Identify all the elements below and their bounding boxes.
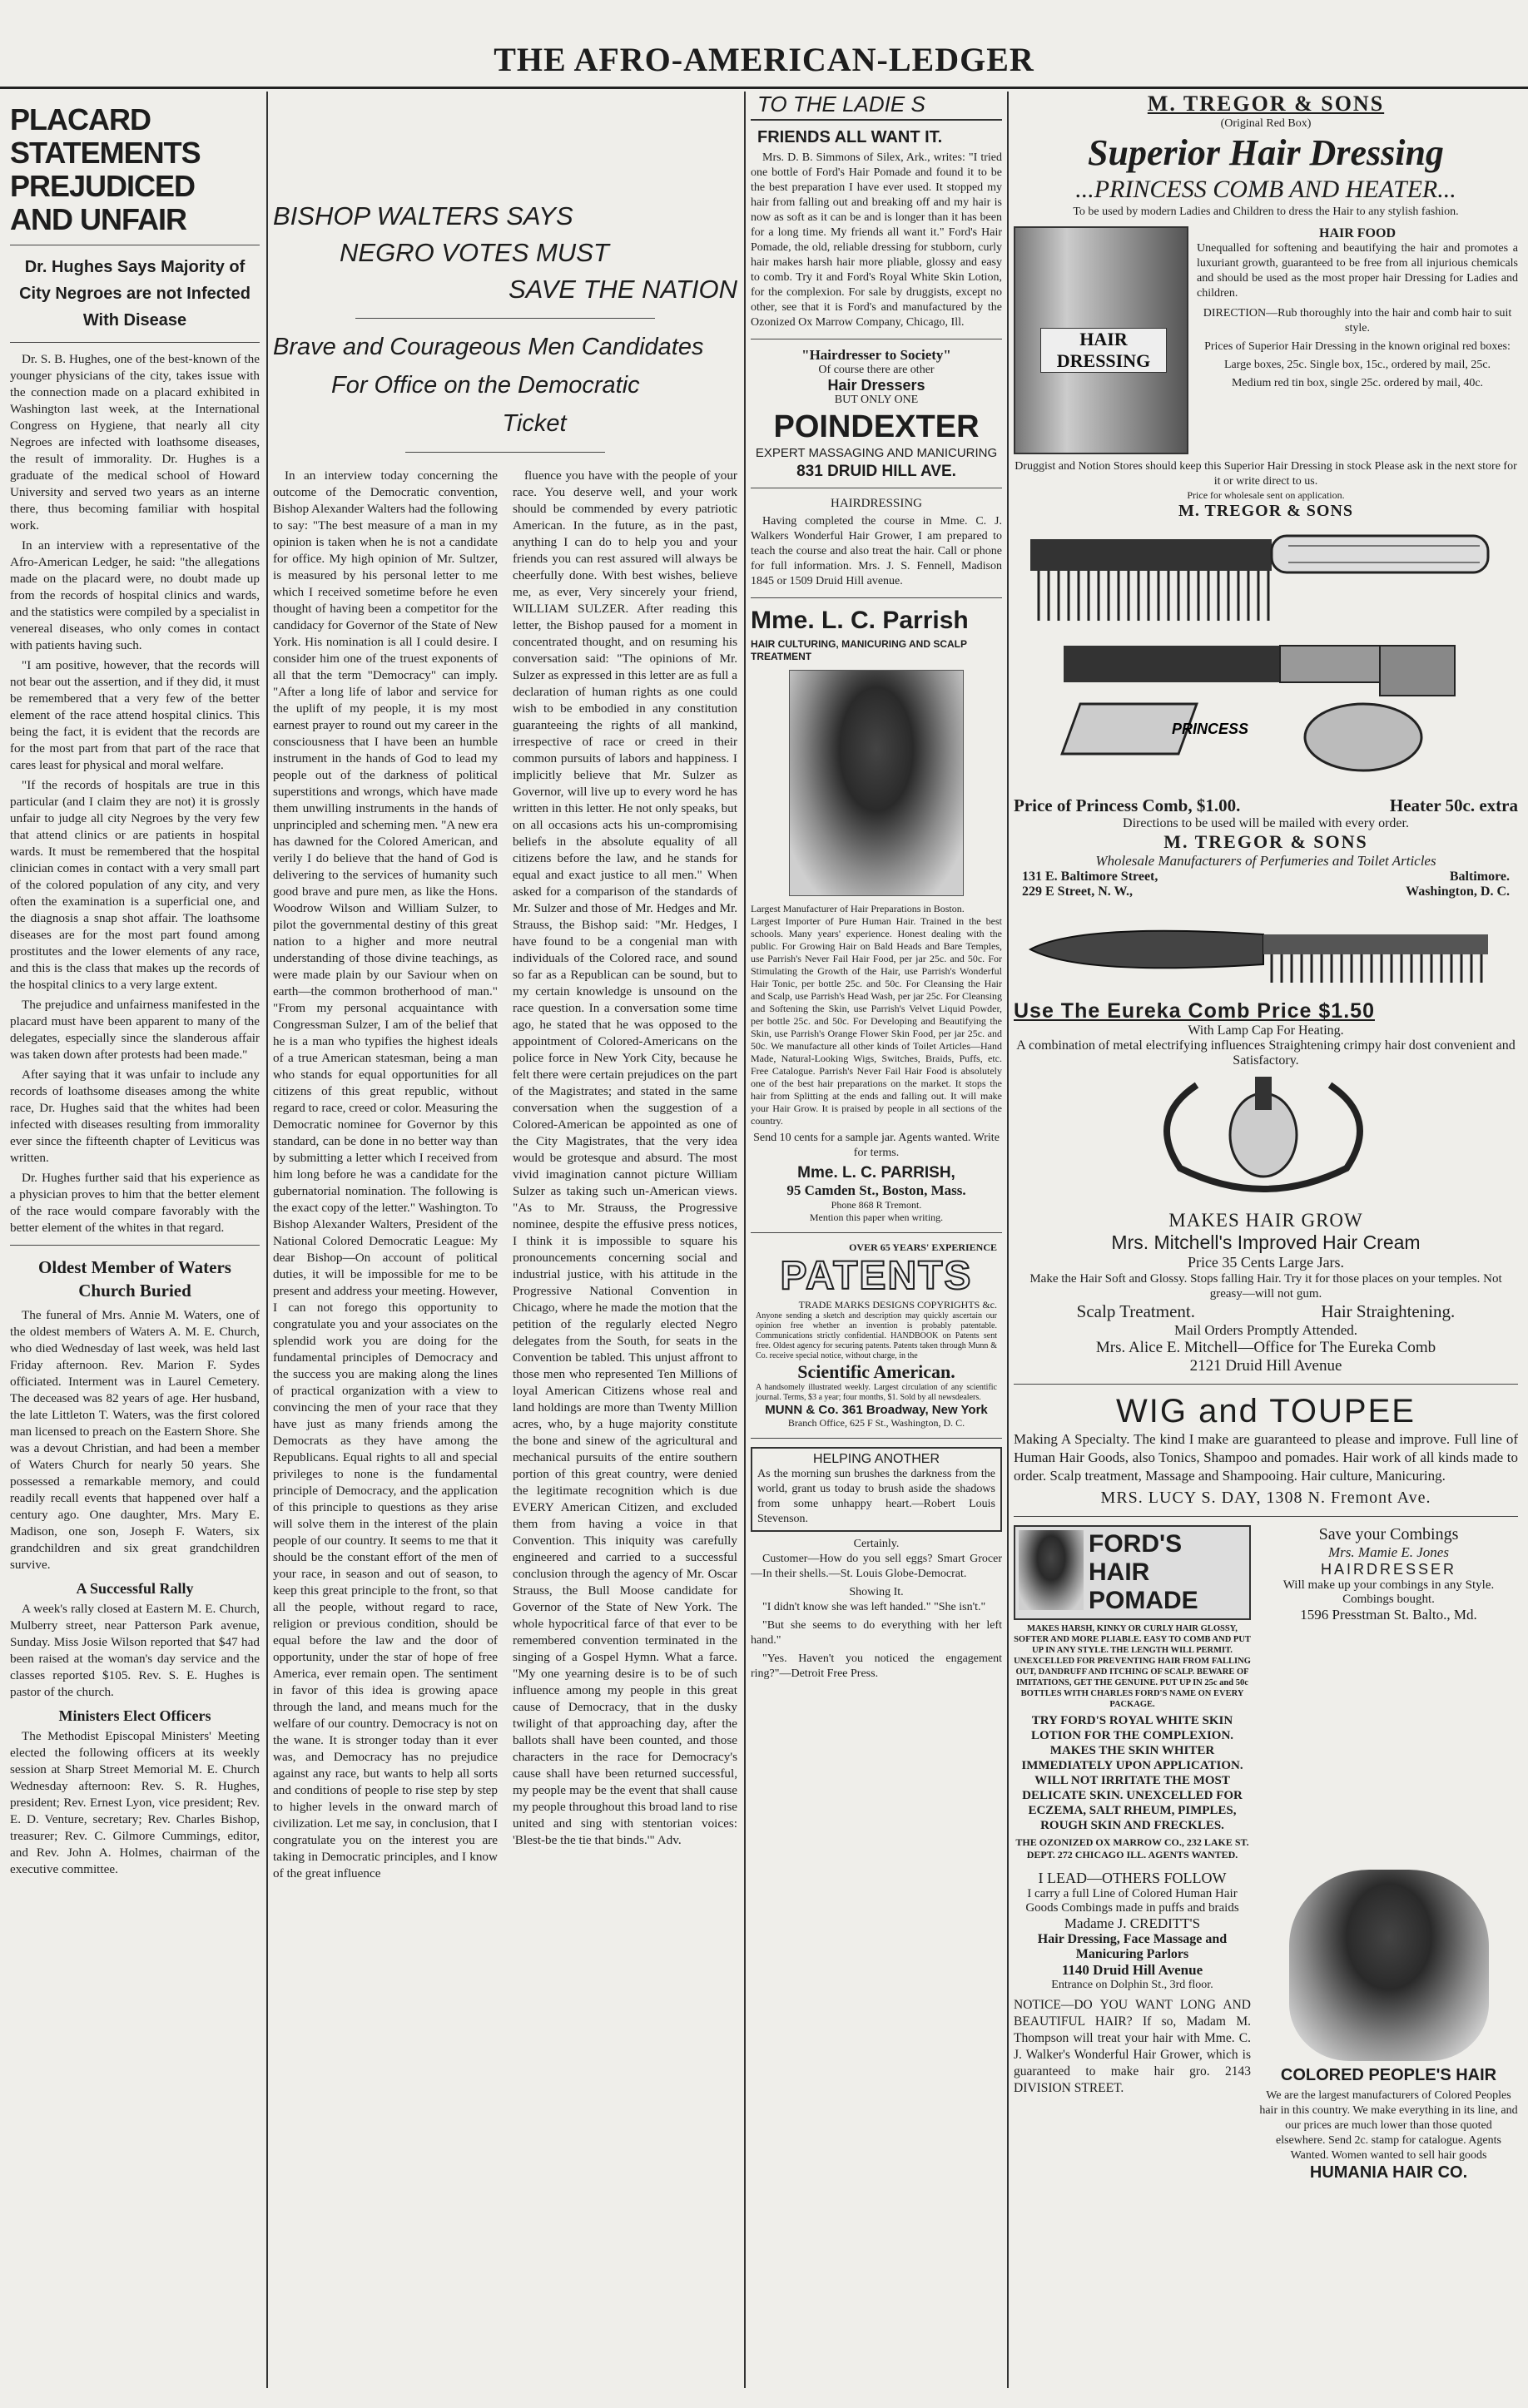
parrish-name: Mme. L. C. Parrish (751, 607, 969, 634)
makes-hair-grow: MAKES HAIR GROW (1168, 1210, 1363, 1231)
creditt-ad (1014, 1870, 1251, 2183)
wig-text: Making A Specialty. The kind I make are guaranteed to please and improve. Full line of Human Hair Goods, also Tonics, Shampoo and pomades. Hair work of all kinds made to order. Scalp treatment, Massage and Shampooing. Hair culture, Manicuring. (1014, 1431, 1518, 1484)
placard-paragraph: Dr. Hughes further said that his experience as a physician proves to him that the better element of the race would compare favorably with the better element of the whites in that regard. (10, 1171, 260, 1235)
creditt-entrance: Entrance on Dolphin St., 3rd floor. (1051, 1979, 1213, 1991)
fords-skin-lotion: TRY FORD'S ROYAL WHITE SKIN LOTION FOR THE COMPLEXION. MAKES THE SKIN WHITER IMMEDIATELY UPON APPLICATION. WILL NOT IRRITATE THE MOST DELICATE SKIN. UNEXCELLED FOR ECZEMA, SALT RHEUM, PIMPLES, ROUGH SKIN AND FRECKLES. (1021, 1714, 1243, 1832)
column-rule (744, 92, 746, 2388)
mitchell-price: Price 35 Cents Large Jars. (1187, 1254, 1345, 1271)
princess-subtitle: To be used by modern Ladies and Children to dress the Hair to any stylish fashion. (1073, 206, 1459, 218)
column-rule (266, 92, 268, 2388)
city-line: Washington, D. C. (1406, 884, 1510, 899)
helping-another-box (751, 1447, 1002, 1532)
rally-headline: A Successful Rally (76, 1580, 194, 1597)
parrish-phone: Phone 868 R Tremont. (831, 1199, 922, 1211)
wig-title: WIG and TOUPEE (1116, 1393, 1416, 1429)
masthead-rule (0, 87, 1528, 89)
parrish-text: Largest Importer of Pure Human Hair. Trained in the best schools. Many years' experience. Honest dealing with the public. For Growing Hair on Bald Heads and Bare Temples, use Parrish's Never Fail Hair Food, per jar 25c. and 50c. For Stimulating the Growth of the Hair, use Parrish's Wonderful Hair Tonic, per bottle 25c. and 50c. For Cleansing the Hair and Scalp, use Parrish's Head Wash, per jar 25c. For Cleansing and Softening the Skin, use Parrish's Velvet Liquid Powder, per bottle 25c. and 50c. For Developing and Beautifying the Skin, use Parrish's Orange Flower Skin Food, per jar 25c. and 50c. We manufacture all other kinds of Toilet Articles—Hand Made, Natural-Looking Wigs, Switches, Braids, Puffs, etc. Free Catalogue. Parrish's Never Fail Hair Food is absolutely one of the best hair preparations on the market. It stops the hair from Splitting at the ends and falling out. It will make your Hair Grow. It is praised by people in all sections of the country. (751, 915, 1002, 1127)
patents-text: Anyone sending a sketch and description may quickly ascertain our opinion free whether an invention is probably patentable. Communications strictly confidential. HANDBOOK on Patents sent free. Oldest agency for securing patents. Patents taken through Munn & Co. receive special notice, without charge, in the (756, 1311, 997, 1360)
mitchell-text: Make the Hair Soft and Glossy. Stops falling Hair. Try it for those places on your temples. Not greasy—will not gum. (1029, 1272, 1502, 1301)
joke-line: "But she seems to do everything with her left hand." (751, 1619, 1002, 1647)
parrish-caption: Largest Manufacturer of Hair Preparations in Boston. (751, 903, 965, 914)
main-story-body (273, 468, 737, 1885)
creditt-name: Madame J. CREDITT'S (1064, 1915, 1201, 1931)
divider (405, 452, 605, 453)
mail-orders: Mail Orders Promptly Attended. (1173, 1322, 1358, 1338)
heater-icon (1062, 646, 1455, 770)
poindexter-name: POINDEXTER (773, 409, 980, 444)
ministers-text: The Methodist Episcopal Ministers' Meeting elected the following officers at its weekly session at Sharp Street Memorial M. E. Church Wednesday afternoon: Rev. S. R. Hughes, president; Rev. Ernest Lyon, vice president; Rev. E. D. Venture, secretary; Rev. Charles Bishop, treasurer; Rev. C. Gilmore Cummings, editor, and Rev. John A. Holmes, chairman of the executive committee. (10, 1729, 260, 1876)
placard-paragraph: Dr. S. B. Hughes, one of the best-known of the younger physicians of the city, takes issue with the connection made on a placard exhibited in Washington last week, at the International Congress on Hygiene, that nearly all city Negroes are infected with loathsome diseases, the result of immorality. Dr. Hughes is a graduate of the medical school of Howard University and served two years as an interne there, thus becoming familiar with hospital work. (10, 352, 260, 533)
story-text: In an interview today concerning the outcome of the Democratic convention, Bishop Alexander Walters had the following to say: "The best measure of a man in my opinion is taken when he is not a candidate for office. My high opinion of Mr. Sultzer, is measured by his personal letter to me which I received sometime before he even thought of having been a competitor for the candidacy for Governor of the State of New York. His nomination is all I could desire. I consider him one of the truest exponents of all that the term "Democracy" can imply. "After a long life of labor and service for the uplift of my people, it is my most earnest prayer to round out my career in the consciousness that I have been an humble instrument in the hands of God to lead my people out of the darkness of political superstitions and wrongs, which have made them unwilling instruments in the hands of unprincipled and scheming men. "A new era has dawned for the Colored American, and verily I do believe that the hand of God is delivering to the services of humanity such good brave and pure men, as like the Hons. Woodrow Wilson and William Sulzer, to pilot the governmental destiny of this great nation to a higher and more neutral understanding of those divine teachings, as were made plain by our Saviour when on earth—the common brotherhood of man." "From my personal acquaintance with Congressman Sulzer, I am of the belief that he is a man who typifies the highest ideals of a true American statesman, being a man who stands for equal opportunities for all citizens of this great republic, without regard to race, creed or color. Measuring the Democratic nominee for Governor by this standard, can be done in no better way than by submitting a letter which I received from him long before he was a candidate for the gubernatorial nomination. The following is the exact copy of the letter." Washington. To Bishop Alexander Walters, President of the National Colored Democratic League: My dear Bishop—On account of political duties, it will be impossible for me to be present and address your meeting. However, I can not forego this opportunity to congratulate you and your associates on the splendid work you are doing for the fundamental principles of Democracy and the success you are making along the lines of practical organization with a view to convincing the men of your race that they have just as many friends among the Democrats as they have among the Republicans. Equal rights to all and special privileges to none is the fundamental principle of Democracy, and the application of this principle to questions as they arise will solve them in the interest of the plain people of our country. It seems to me that it should be the constant effort of the men of your race, in season and out of season, to keep this great principle to the front, so that all the people, without regard to race, religion or previous condition, should be equal before the law and the door of opportunity, under the star of hope of free America, ever remain open. The sentiment in favor of this idea is growing apace through the land, and means much for the welfare of our country. Democracy is not on the wane. It is stronger today than it ever was, and Democracy has no prejudice against any race, but wants to help all sorts and conditions of people to rise step by step to higher levels in the onward march of civilization. Let me say, in conclusion, that I congratulate you on the interest you are taking in Democratic principles, and I know of the great influence (273, 468, 498, 1880)
jones-text: Will make up your combings in any Style. Combings bought. (1282, 1578, 1495, 1606)
joke-line: Showing It. (849, 1586, 904, 1598)
fords-header-row (1019, 1530, 1246, 1615)
mitchell-product: Mrs. Mitchell's Improved Hair Cream (1111, 1231, 1421, 1253)
placard-paragraph: "If the records of hospitals are true in this particular (and I claim they are not) it is grossly unfair to judge all city Negroes by the very few that attend clinics or are patients in hospital wards. It must be remembered that the hospital clinician comes in contact with a very small part of the colored population of any city, and very often the examination is a superficial one, and the diagnosis a snap shot affair. The loathsome diseases are for the most part found among prostitutes and the lower elements of any race, and this is the class that makes up the records of the hospital clinics to a very large extent. (10, 778, 260, 992)
address-row (1014, 870, 1518, 884)
story-text: fluence you have with the people of your race. You deserve well, and your work should be commended by every patriotic American. In the future, as in the past, anything I can do to help you and your friends you can rest assured will always be cheerfully done. With best wishes, believe me, as ever, Very sincerely your friend, WILLIAM SULZER. After reading this letter, the Bishop paused for a moment in concentrated thought, and on resuming his conversation said: "The opinions of Mr. Sulzer as expressed in this letter are as full a declaration of human rights as one could wish to be embodied in any constitution guaranteeing the rights of all mankind, irrespective of race or creed in their common pursuits of labors and happiness. I implicitly believe that Mr. Sulzer as Governor, will live up to every word he has written in this letter. He not only speaks, but on all occasions acts his un-compromising beliefs in the absolute equality of all citizens before the law, and he stands for equal and exact justice to all men." When asked for a comparison of the standards of Mr. Sulzer and those of Mr. Hedges and Mr. Strauss, the Bishop said: "Mr. Hedges, I have found to be a congenial man with individuals of the Colored race, and sound so far as a Republican can be sound, but to my certain knowledge is unsound on the race question. In a conversation some time ago, he stated that he was opposed to the appointment of Colored-Americans on the police force in New York City, because he felt there were certain prejudices on the part of the Magistrates; and stated in the same conversation when the suggestion of a Colored-American be appointed as one of the City Magistrates, that the very idea would be grotesque and absurd. The most vivid imagination cannot picture William Sulzer as taking such un-American views. "As to Mr. Strauss, the Progressive nominee, despite the effusive press notices, I think it is impossible to square his pronouncements concerning social and industrial justice, with his attitude in the Progressive National Convention in Chicago, where he made the motion that the petition of the regularly elected Negro delegates from the South, for seats in the Convention be tabled. This unjust affront to those men who represented Ten Millions of loyal American Citizens whose real and land holdings are more than Twenty Million acres, who, by a huge majority constitute the bone and sinew of the agricultural and mechanical pursuits of the entire southern portion of this great country, were denied the legitimate recognition which is due EVERY American Citizen, and excluded them from having a voice in that Convention. This iniquity was carefully engineered and carried to a successful conclusion through the agency of Mr. Oscar Strauss, the Bull Moose candidate for Governor of the State of New York. The whole hypocritical farce of that ever to be remembered convention terminated in the singing of a Gospel Hymn. What a farce. "My one yearning desire is to be of such influence among my people in this great cause of Democracy, that in the dusky twilight of that approaching day, after the ballots shall have been counted, and those characters in the race for Democracy's cause shall have been returned successful, my people may be the event that shall cause my people throughout this broad land to rise united and sing with stentorian voices: 'Blest-be the tie that binds.'" Adv. (513, 468, 737, 1847)
tregor-name: M. TREGOR & SONS (1163, 831, 1368, 852)
mitchell-office: Mrs. Alice E. Mitchell—Office for The Eureka Comb (1095, 1339, 1436, 1356)
superior-title: Superior Hair Dressing (1088, 132, 1444, 173)
joke-line: "Yes. Haven't you noticed the engagement ring?"—Detroit Free Press. (751, 1652, 1002, 1680)
scalp-treatment: Scalp Treatment. (1076, 1301, 1195, 1321)
tregor-ad (1014, 92, 1518, 220)
colored-hair-title: COLORED PEOPLE'S HAIR (1280, 2066, 1497, 2084)
hairdresser-line: Hair Dressers (827, 377, 925, 394)
ministers-article (10, 1728, 260, 1878)
fords-title: FORD'S HAIR POMADE (1089, 1530, 1198, 1614)
jones-ad (1259, 1525, 1518, 1861)
deck-line: Brave and Courageous Men Candidates (273, 334, 704, 360)
main-story-right-column (513, 468, 737, 1885)
hair-dressing-tin-image (1014, 226, 1188, 454)
price-line: Medium red tin box, single 25c. ordered by mail, 40c. (1231, 377, 1484, 389)
lead-text: I carry a full Line of Colored Human Hair Goods Combings made in puffs and braids (1025, 1887, 1239, 1915)
joke-line: Customer—How do you sell eggs? Smart Grocer—In their shells.—St. Louis Globe-Democrat. (751, 1553, 1002, 1580)
direction-text: DIRECTION—Rub thoroughly into the hair and comb hair to suit style. (1203, 307, 1512, 334)
jones-address: 1596 Presstman St. Balto., Md. (1300, 1607, 1477, 1623)
patents-trademarks: TRADE MARKS DESIGNS COPYRIGHTS &c. (798, 1299, 997, 1311)
fords-header (1014, 1525, 1251, 1620)
eureka-title: Use The Eureka Comb Price $1.50 (1014, 999, 1375, 1023)
jones-name: Mrs. Mamie E. Jones (1328, 1544, 1449, 1560)
divider (10, 342, 260, 343)
fords-portrait-image (1019, 1530, 1084, 1610)
deck-line: Ticket (502, 410, 567, 437)
comb-icon (1030, 536, 1488, 621)
placard-article (10, 351, 260, 1236)
hair-food-copy (1197, 226, 1518, 454)
poindexter-services: EXPERT MASSAGING AND MANICURING (755, 446, 998, 460)
munn-branch: Branch Office, 625 F St., Washington, D. C. (787, 1417, 965, 1429)
hairdresser-quote: "Hairdresser to Society" (801, 347, 951, 363)
hair-food-block (1014, 226, 1518, 454)
patents-experience: OVER 65 YEARS' EXPERIENCE (849, 1241, 997, 1253)
fords-text: MAKES HARSH, KINKY OR CURLY HAIR GLOSSY, SOFTER AND MORE PLIABLE. EASY TO COMB AND PUT UP IN ANY STYLE. THE LENGTH WILL PERMIT. UNEXCELLED FOR PREVENTING HAIR FROM FALLING OUT, DANDRUFF AND ITCHING OF SCALP. BEWARE OF IMITATIONS, GET THE GENUINE. PUT UP IN 25c and 50c BOTTLES WITH CHARLES FORD'S NAME ON EVERY PACKAGE. (1014, 1624, 1251, 1709)
prices-title: Prices of Superior Hair Dressing in the known original red boxes: (1204, 340, 1511, 353)
parrish-address: 95 Camden St., Boston, Mass. (786, 1182, 966, 1198)
comb-icon (1030, 931, 1488, 983)
column-5 (1014, 92, 1518, 2396)
divider (751, 1438, 1002, 1439)
placard-paragraph: The prejudice and unfairness manifested in the placard must have been apparent to many of the delegates, especially since the slanderous affair was taken down after protests had been made." (10, 998, 260, 1062)
parrish-ad (751, 607, 1002, 1224)
friends-text: Mrs. D. B. Simmons of Silex, Ark., writes: "I tried one bottle of Ford's Hair Pomade and found it to be the best preparation I have ever used. It stopped my hair from falling out and breaking off and my hair is now as soft as it can be and is longer than it has been for a long time. My friends all want it." Ford's Hair Pomade, the old, reliable dressing for stubborn, curly hair makes harsh hair more pliable, glossy and easy to comb. Try it and Ford's Royal White Skin Lotion, for the complexion. For sale by druggists, except no other, see that it is Ford's and manufactured by the Ozonized Ox Marrow Company, Chicago, Ill. (751, 151, 1002, 329)
wholesale-manufacturers: Wholesale Manufacturers of Perfumeries and Toilet Articles (1095, 853, 1436, 869)
masthead: THE AFRO-AMERICAN-LEDGER (494, 41, 1034, 78)
placard-subhead: Dr. Hughes Says Majority of City Negroes are not Infected With Disease (19, 258, 251, 329)
address-row (1014, 884, 1518, 899)
tregor-name: M. TREGOR & SONS (1147, 92, 1385, 116)
placard-paragraph: In an interview with a representative of the Afro-American Ledger, he said: "the allegations made on the placard were, no doubt made up from the records of hospital clinics and wards, and the statistics were compiled by a specialist in venereal diseases, who only comes in contact with patients having such. (10, 538, 260, 652)
creditt-services: Hair Dressing, Face Massage and Manicuring Parlors (1037, 1932, 1228, 1961)
humania-text: We are the largest manufacturers of Colored Peoples hair in this country. We make everything in its line, and our prices are much lower than those quoted elsewhere. Send 2c. stamp for catalogue. Agents Wanted. Women wanted to sell hair goods (1259, 2089, 1518, 2162)
divider (10, 1245, 260, 1246)
hairstyle-image (1289, 1870, 1489, 2061)
humania-name: HUMANIA HAIR CO. (1309, 2163, 1468, 2182)
eureka-subtitle: With Lamp Cap For Heating. (1188, 1023, 1344, 1038)
hairdresser-line: Of course there are other (818, 364, 935, 376)
divider (751, 597, 1002, 598)
helping-text: As the morning sun brushes the darkness from the world, grant us today to brush aside the shadows from some unhappy heart.—Robert Louis Stevenson. (757, 1468, 995, 1525)
placard-paragraph: After saying that it was unfair to include any records of loathsome diseases among the white race, Dr. Hughes said that the whites had been infected with diseases resulting from immorality ever since the fifteenth chapter of Leviticus was written. (10, 1068, 260, 1165)
lamp-cap-image (1014, 1068, 1518, 1210)
hairdressing-text: Having completed the course in Mme. C. J. Walkers Wonderful Hair Grower, I am prepared to teach the course and also treat the hair. Call or phone for full information. Mrs. J. S. Fennell, Madison 1845 or 1509 Druid Hill avenue. (751, 515, 1002, 587)
comb-price-row (1014, 795, 1518, 816)
column-rule (1007, 92, 1009, 2388)
combings-title: Save your Combings (1318, 1525, 1459, 1543)
scientific-american: Scientific American. (797, 1361, 955, 1382)
mitchell-services (1014, 1301, 1518, 1322)
rally-article (10, 1601, 260, 1701)
address-line: 229 E Street, N. W., (1022, 884, 1134, 899)
city-line: Baltimore. (1449, 870, 1510, 884)
divider (1014, 1384, 1518, 1385)
price-line: Large boxes, 25c. Single box, 15c., ordered by mail, 25c. (1223, 359, 1491, 371)
poindexter-ad (751, 348, 1002, 479)
column-1 (10, 92, 260, 2396)
placard-headline: PLACARD STATEMENTS PREJUDICED AND UNFAIR (10, 102, 201, 236)
obit-article (10, 1307, 260, 1573)
comb-price: Price of Princess Comb, $1.00. (1014, 795, 1241, 815)
parrish-signature: Mme. L. C. PARRISH, (797, 1164, 955, 1182)
munn-address: MUNN & Co. 361 Broadway, New York (765, 1403, 988, 1417)
mitchell-address: 2121 Druid Hill Avenue (1189, 1357, 1342, 1375)
joke-line: Certainly. (853, 1538, 900, 1550)
parrish-portrait (789, 670, 964, 896)
fords-pomade-ad (1014, 1525, 1251, 1861)
eureka-text: A combination of metal electrifying influences Straightening crimpy hair dost convenient and Satisfactory. (1016, 1038, 1516, 1068)
parrish-send: Send 10 cents for a sample jar. Agents wanted. Write for terms. (753, 1132, 1000, 1159)
humania-ad (1259, 1870, 1518, 2183)
main-story (273, 92, 737, 2396)
eureka-comb-image (1014, 899, 1518, 999)
tin-label: HAIR DRESSING (1040, 328, 1167, 373)
parrish-tagline: HAIR CULTURING, MANICURING AND SCALP TREATMENT (751, 638, 967, 662)
parrish-mention: Mention this paper when writing. (809, 1211, 944, 1223)
hair-food-text: Unequalled for softening and beautifying the hair and promotes a luxuriant growth, guaranteed to be free from all injurious chemicals and should be used as the most proper hair Dressing for Ladies and children. (1197, 242, 1518, 300)
divider (1014, 1516, 1518, 1517)
obit-text: The funeral of Mrs. Annie M. Waters, one of the oldest members of Waters A. M. E. Church, who died Wednesday of last week, was held last Friday afternoon. Rev. Marion F. Sydes officiated. Interment was in Laurel Cemetery. The deceased was 82 years of age. Her husband, the late Littleton T. Waters, was the first colored man licensed to preach on the Eastern Shore. She was a devout Christian, and had been a member of Waters Church for nearly 50 years. She possessed a remarkable memory, and could readily recall events that happened over half a century ago. One daughter, Mrs. Mary E. Madison, one son, Joseph F. Waters, six grandchildren and six great grandchildren survive. (10, 1308, 260, 1572)
hair-straightening: Hair Straightening. (1321, 1301, 1456, 1321)
headline-line: NEGRO VOTES MUST (340, 238, 609, 267)
bottom-ads-row-2 (1014, 1870, 1518, 2183)
main-headline (273, 200, 737, 306)
divider (751, 1232, 1002, 1233)
tregor-name: M. TREGOR & SONS (1178, 502, 1354, 520)
address-line: 131 E. Baltimore Street, (1022, 870, 1158, 884)
hairdressing-ad (751, 514, 1002, 589)
friends-title: FRIENDS ALL WANT IT. (757, 128, 943, 146)
column-4 (751, 92, 1002, 2396)
poindexter-address: 831 DRUID HILL AVE. (796, 463, 956, 480)
divider (355, 318, 655, 319)
lucy-day-address: MRS. LUCY S. DAY, 1308 N. Fremont Ave. (1100, 1489, 1431, 1507)
jokes (751, 1537, 1002, 1682)
tregor-subtitle: (Original Red Box) (1220, 117, 1312, 130)
fords-company: THE OZONIZED OX MARROW CO., 232 LAKE ST. DEPT. 272 CHICAGO ILL. AGENTS WANTED. (1015, 1836, 1249, 1861)
helping-title: HELPING ANOTHER (812, 1452, 940, 1466)
ladies-header: TO THE LADIE S (751, 92, 1002, 121)
druggist-text: Druggist and Notion Stores should keep this Superior Hair Dressing in stock Please ask in the next store for it or write direct to us. (1015, 460, 1517, 488)
hairdressing-title: HAIRDRESSING (830, 497, 922, 510)
placard-paragraph: "I am positive, however, that the records will not bear out the assertion, and if they did, it must be remembered that a very few of the better element of the race attend hospital clinics. This being the fact, it is evident that the records are for the most part from that part of the race that cares least for physical and moral welfare. (10, 658, 260, 772)
princess-comb-image (1014, 521, 1518, 795)
princess-comb-label: PRINCESS (1172, 721, 1249, 737)
princess-title: ...PRINCESS COMB AND HEATER... (1075, 176, 1456, 203)
obit-headline: Oldest Member of Waters Church Buried (38, 1257, 231, 1301)
rally-text: A week's rally closed at Eastern M. E. Church, Mulberry street, near Patterson Park avenue, Sunday. Miss Josie Wilson reported that $47 had been raised at the woman's day service and the classes reported $105. Rev. S. E. Hughes is pastor of the church. (10, 1602, 260, 1699)
joke-line: "I didn't know she was left handed." "She isn't." (762, 1601, 986, 1613)
headline-line: SAVE THE NATION (508, 275, 737, 304)
hairdresser-line: BUT ONLY ONE (834, 394, 919, 406)
deck-line: For Office on the Democratic (331, 372, 640, 399)
ministers-headline: Ministers Elect Officers (58, 1707, 211, 1724)
patents-title: PATENTS (780, 1254, 973, 1298)
bottom-ads-row (1014, 1525, 1518, 1861)
heater-price: Heater 50c. extra (1389, 795, 1518, 815)
friends-ad (751, 151, 1002, 330)
creditt-address: 1140 Druid Hill Avenue (1061, 1962, 1203, 1978)
jones-role: HAIRDRESSER (1320, 1561, 1457, 1578)
lamp-cap-icon (1167, 1077, 1360, 1189)
patents-ad (751, 1241, 1002, 1429)
lead-title: I LEAD—OTHERS FOLLOW (1038, 1870, 1227, 1886)
directions-text: Directions to be used will be mailed with every order. (1123, 816, 1409, 830)
main-story-left-column (273, 468, 498, 1885)
thompson-notice: NOTICE—DO YOU WANT LONG AND BEAUTIFUL HAIR? If so, Madam M. Thompson will treat your hair with Mme. C. J. Walker's Wonderful Hair Grower, which is guaranteed to make hair gro. 2143 DIVISION STREET. (1014, 1998, 1251, 2095)
hair-food-title: HAIR FOOD (1319, 226, 1396, 240)
sciam-text: A handsomely illustrated weekly. Largest circulation of any scientific journal. Terms, $3 a year; four months, $1. Sold by all newsdealers. (756, 1383, 997, 1402)
headline-line: BISHOP WALTERS SAYS (273, 201, 573, 230)
wholesale-note: Price for wholesale sent on application. (1187, 489, 1345, 501)
